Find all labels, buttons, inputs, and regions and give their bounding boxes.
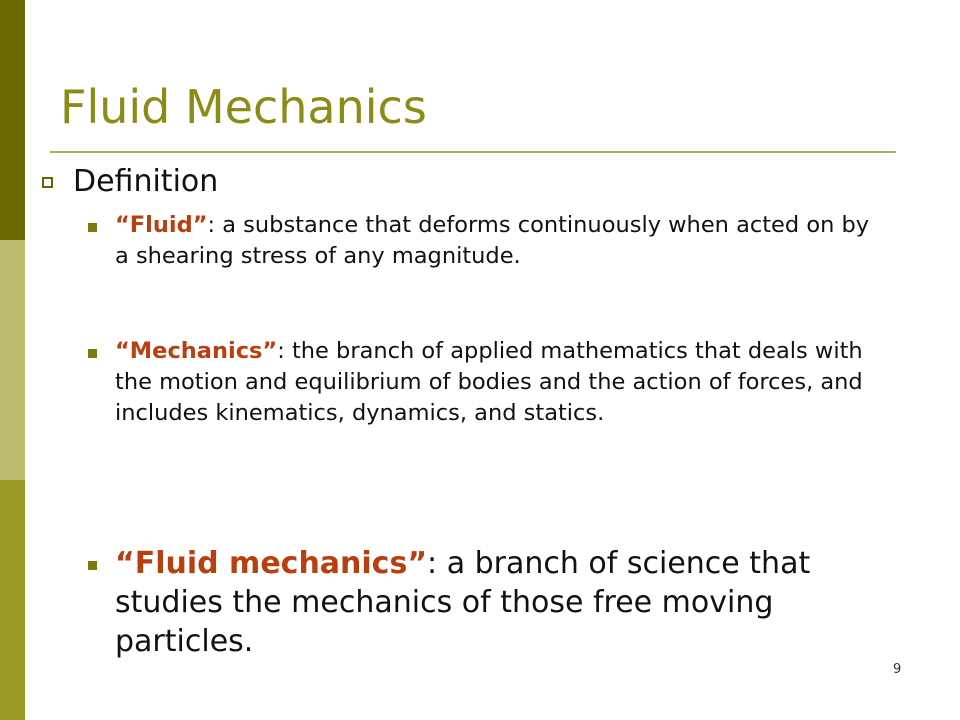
list-item-fluid-mechanics <box>88 544 888 661</box>
term-fluid: “Fluid” <box>115 212 208 238</box>
sidebar-segment-top <box>0 0 25 240</box>
list-item-body <box>115 544 888 661</box>
list-item-body <box>115 336 888 429</box>
list-item-body <box>115 210 888 272</box>
square-bullet-icon <box>42 177 53 188</box>
page-number: 9 <box>893 662 902 677</box>
bullet-icon <box>88 349 97 358</box>
bullet-icon <box>88 223 97 232</box>
definition-fluid: : a substance that deforms continuously when acted on by a shearing stress of any magnitude. <box>115 212 870 269</box>
slide-title: Fluid Mechanics <box>60 80 427 134</box>
term-mechanics: “Mechanics” <box>115 338 278 364</box>
section-heading <box>38 162 218 202</box>
definition-mechanics: : the branch of applied mathematics that deals with the motion and equilibrium of bodies and the action of forces, and includes kinematics, dynamics, and statics. <box>115 338 863 426</box>
bullet-icon <box>88 561 97 570</box>
list-item-fluid <box>88 210 888 272</box>
title-underline <box>50 151 896 153</box>
sidebar-segment-bottom <box>0 480 25 720</box>
section-label: Definition <box>73 164 219 199</box>
term-fluid-mechanics: “Fluid mechanics” <box>115 546 428 581</box>
list-item-mechanics <box>88 336 888 429</box>
sidebar-segment-middle <box>0 240 25 480</box>
definition-fluid-mechanics: : a branch of science that studies the mechanics of those free moving particles. <box>115 546 811 659</box>
